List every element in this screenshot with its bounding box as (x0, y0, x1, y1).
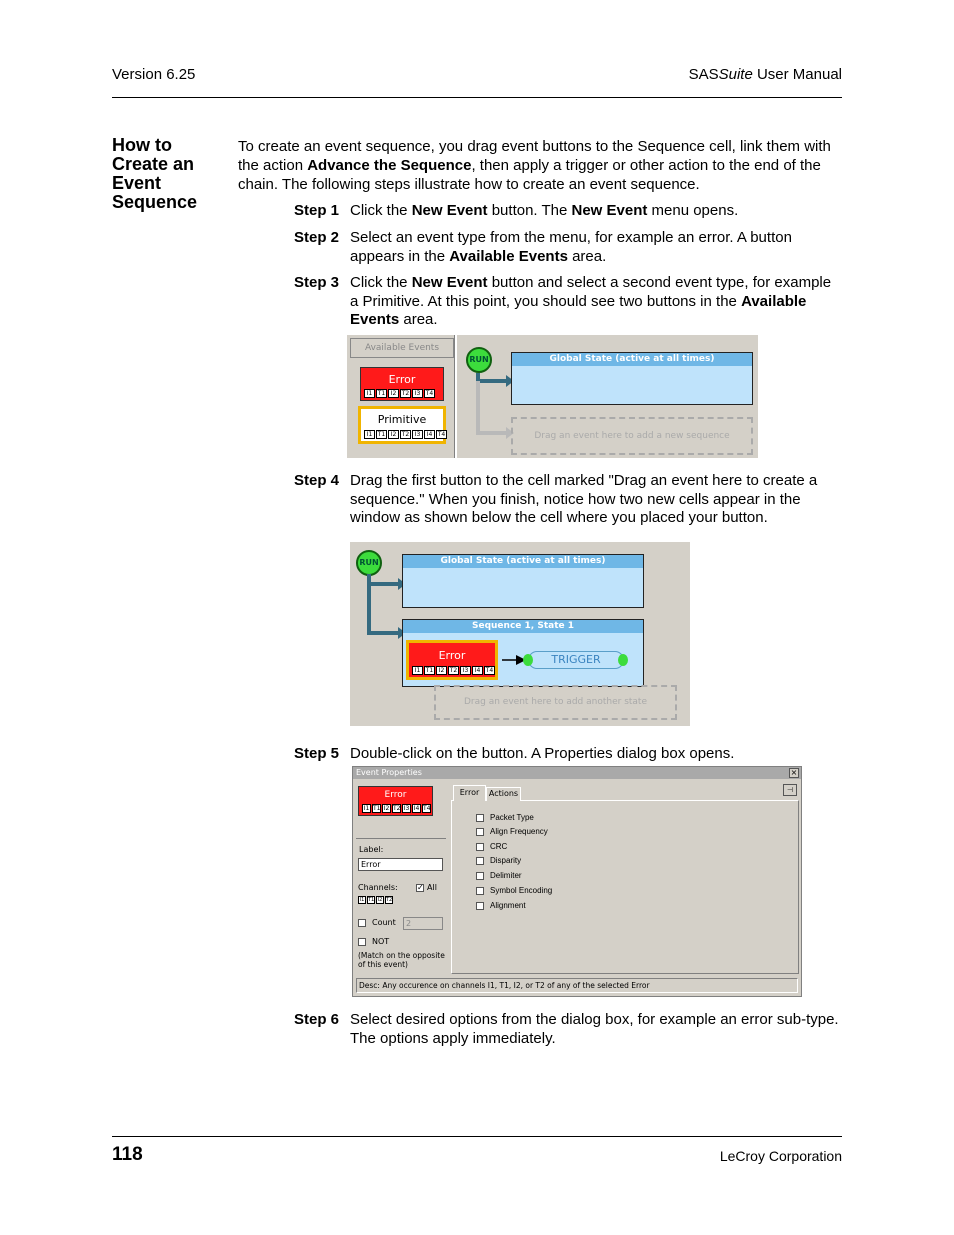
global-state-title: Global State (active at all times) (403, 555, 643, 568)
splitter[interactable] (454, 335, 457, 458)
channel-toggle[interactable]: T2 (386, 897, 393, 903)
global-state-cell[interactable] (511, 352, 753, 405)
run-icon[interactable]: RUN (466, 347, 492, 373)
event-properties-dialog (352, 766, 802, 997)
channel-chip: I4 (413, 805, 420, 812)
checkbox-box (476, 814, 484, 822)
label-caption: Label: (359, 845, 384, 854)
header-manual-title: SASSuite User Manual (688, 66, 842, 83)
channel-chip: T1 (373, 805, 381, 812)
error-channel-row (412, 666, 495, 675)
step-2-text: Select an event type from the menu, for example an error. A button appears in the Available Events area. (350, 229, 792, 265)
channel-chip: I2 (436, 666, 447, 675)
tab-actions[interactable]: Actions (486, 787, 521, 801)
step-1-label: Step 1 (294, 202, 340, 219)
description-bar: Desc: Any occurence on channels I1, T1, I2, or T2 of any of the selected Error (356, 978, 798, 993)
section-title: How to Create an Event Sequence (112, 135, 198, 212)
page-number: 118 (112, 1144, 143, 1165)
checkbox-box (476, 872, 484, 880)
channel-chip: T2 (393, 805, 401, 812)
label-input[interactable]: Error (358, 858, 443, 871)
intro-paragraph: To create an event sequence, you drag event buttons to the Sequence cell, link them with the action Advance the Sequence, then apply a trigger or other action to the end of the chain. The following steps illustrate how to create an event sequence. (238, 138, 831, 193)
channel-chip: I4 (472, 666, 483, 675)
count-input[interactable]: 2 (403, 917, 443, 930)
channel-chip: T2 (449, 667, 458, 674)
channel-toggle[interactable]: T1 (368, 897, 375, 903)
channel-chip: I1 (364, 389, 375, 398)
channel-chip: I4 (424, 430, 435, 439)
trigger-action[interactable]: TRIGGER (528, 651, 624, 669)
step-6-label: Step 6 (294, 1011, 340, 1028)
pin-icon[interactable]: ⊣ (783, 784, 797, 796)
option-delimiter[interactable]: Delimiter (476, 871, 522, 880)
footer-rule (112, 1136, 842, 1137)
channel-chip: I2 (388, 430, 399, 439)
run-icon[interactable]: RUN (356, 550, 382, 576)
step-5-label: Step 5 (294, 745, 340, 762)
figure-sequence (350, 542, 690, 726)
channel-chip: I1 (363, 805, 370, 812)
channel-chip: T2 (401, 431, 410, 438)
step-6-text: Select desired options from the dialog box, for example an error sub-type. The options apply immediately. (350, 1011, 839, 1047)
option-align-frequency[interactable]: Align Frequency (476, 827, 548, 836)
divider (356, 838, 446, 839)
header-rule (112, 97, 842, 98)
count-checkbox[interactable]: Count (358, 918, 396, 927)
match-note: (Match on the opposite of this event) (358, 951, 445, 969)
primitive-channel-row (364, 430, 447, 439)
channel-chip: T1 (377, 431, 386, 438)
error-event-button[interactable] (358, 786, 433, 816)
checkbox-box (476, 843, 484, 851)
channel-toggle[interactable]: I2 (377, 897, 383, 903)
channel-chip: I1 (412, 666, 423, 675)
channel-chip: I1 (364, 430, 375, 439)
global-state-cell[interactable] (402, 554, 644, 608)
error-channel-row (364, 389, 435, 398)
primitive-event-button[interactable] (358, 406, 446, 444)
step-4-text: Drag the first button to the cell marked "Drag an event here to create a sequence." When you finish, notice how two new cells appear in the window as shown below the cell where you placed your button. (350, 472, 818, 526)
drag-another-state-cell[interactable]: Drag an event here to add another state (434, 685, 677, 720)
connector-arrows (462, 371, 517, 441)
channel-chip: T4 (437, 431, 446, 438)
figure-available-events (347, 335, 758, 458)
channel-chip: T1 (377, 390, 386, 397)
channel-chip: I3 (460, 666, 471, 675)
channel-chip: I3 (412, 389, 423, 398)
error-event-label: Error (384, 790, 407, 800)
channel-chip: T4 (423, 805, 431, 812)
global-state-title: Global State (active at all times) (512, 353, 752, 366)
channel-chip: I3 (403, 805, 410, 812)
error-event-button[interactable] (360, 367, 444, 401)
channel-chip: T4 (425, 390, 434, 397)
close-icon[interactable]: × (790, 768, 798, 777)
error-channel-row (362, 804, 431, 813)
channel-chip: I3 (412, 430, 423, 439)
header-version: Version 6.25 (112, 66, 196, 83)
step-3-text: Click the New Event button and select a second event type, for example a Primitive. At this point, you should see two buttons in the Available Events area. (350, 274, 832, 328)
tab-error[interactable]: Error (453, 785, 486, 801)
step-2-label: Step 2 (294, 229, 340, 246)
channel-chip: T2 (401, 390, 410, 397)
checkbox-box (476, 828, 484, 836)
primitive-event-label: Primitive (377, 413, 427, 426)
step-1-text: Click the New Event button. The New Event menu opens. (350, 202, 739, 219)
channel-toggle[interactable]: I1 (359, 897, 365, 903)
channel-chip: I2 (383, 805, 390, 812)
option-alignment[interactable]: Alignment (476, 901, 526, 910)
all-checkbox[interactable]: ✓ All (417, 882, 437, 892)
channel-select-row (358, 896, 393, 904)
option-crc[interactable]: CRC (476, 842, 507, 851)
channel-chip: T4 (485, 667, 494, 674)
step-5-text: Double-click on the button. A Properties dialog box opens. (350, 745, 735, 762)
checkbox-box (476, 857, 484, 865)
channel-chip: T1 (425, 667, 434, 674)
channels-caption: Channels: (358, 883, 398, 892)
footer-company: LeCroy Corporation (719, 1148, 842, 1164)
checkbox-box (358, 919, 366, 927)
option-symbol-encoding[interactable]: Symbol Encoding (476, 886, 552, 895)
not-checkbox[interactable]: NOT (358, 937, 389, 946)
option-packet-type[interactable]: Packet Type (476, 813, 534, 822)
checkbox-box (476, 887, 484, 895)
checkmark-icon: ✓ (417, 882, 424, 892)
checkbox-box (358, 938, 366, 946)
channel-chip: I2 (388, 389, 399, 398)
option-disparity[interactable]: Disparity (476, 856, 521, 865)
trigger-left-node (523, 654, 533, 666)
drag-new-sequence-cell[interactable]: Drag an event here to add a new sequence (511, 417, 753, 455)
available-events-label: Available Events (350, 338, 454, 358)
sequence-state-title: Sequence 1, State 1 (403, 620, 643, 633)
trigger-right-node (618, 654, 628, 666)
checkbox-box (476, 902, 484, 910)
step-4-label: Step 4 (294, 472, 340, 489)
error-event-label: Error (438, 649, 466, 662)
error-event-label: Error (388, 373, 416, 386)
dialog-title-bar: Event Properties (353, 767, 801, 779)
step-3-label: Step 3 (294, 274, 340, 291)
error-event-button[interactable] (406, 640, 498, 680)
